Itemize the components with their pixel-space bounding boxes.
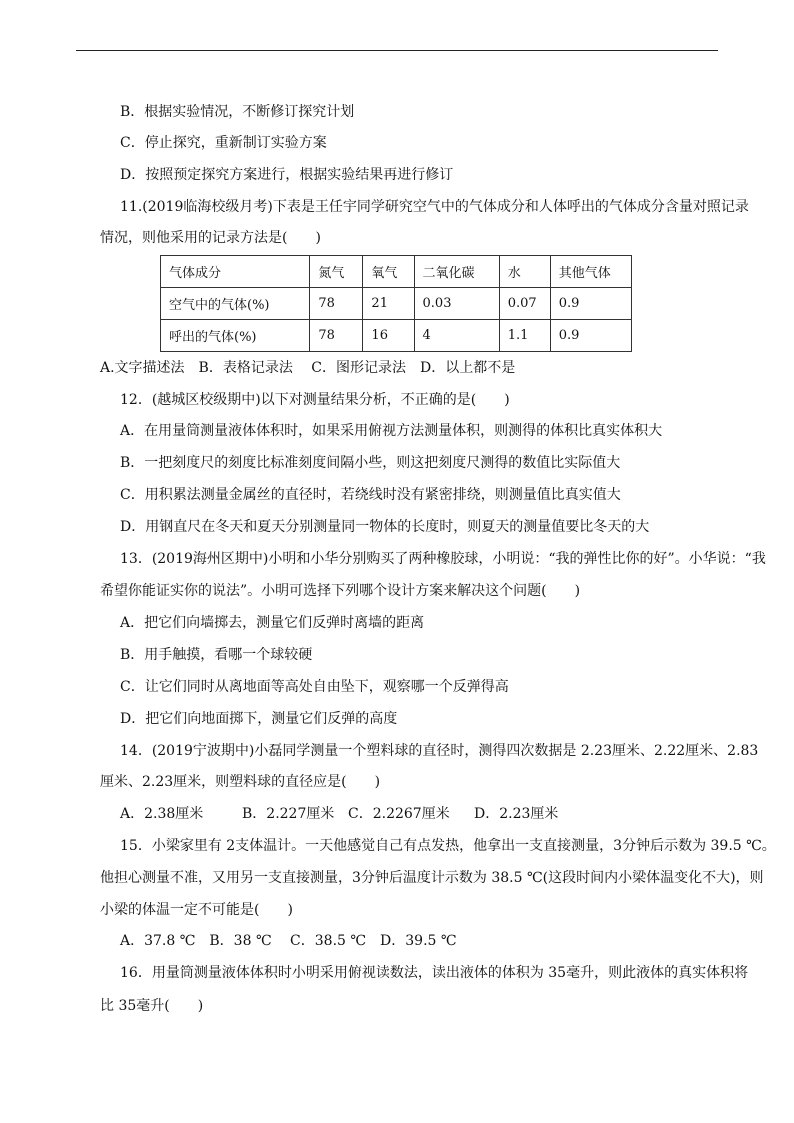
q10-option-c: C．停止探究，重新制订实验方案 [120,135,327,151]
table-cell: 78 [310,320,363,352]
table-cell: 1.1 [499,320,550,352]
q14-options [120,804,558,824]
table-header-cell: 氮气 [310,256,363,288]
table-cell: 0.9 [550,288,631,320]
table-header-cell: 氧气 [363,256,414,288]
q15-stem-line3: 小梁的体温一定不可能是( ) [100,902,293,918]
q15-stem-line2: 他担心测量不准，又用另一支直接测量，3分钟后温度计示数为 38.5 ℃(这段时间内小梁体温变化不大)，则 [100,870,764,886]
table-row [161,288,632,320]
q14-option-b: B．2.227厘米 [242,806,335,822]
q15-stem-line1: 15．小梁家里有 2支体温计。一天他感觉自己有点发热，他拿出一支直接测量，3分钟后示数为 39.5 ℃。 [120,838,776,854]
q13-option-b: B．用手触摸，看哪一个球较硬 [120,647,313,663]
q14-option-d: D．2.23厘米 [474,806,559,822]
table-cell: 0.9 [550,320,631,352]
q14-stem-line2: 厘米、2.23厘米，则塑料球的直径应是( ) [100,774,381,790]
table-cell: 16 [363,320,414,352]
table-header-cell: 水 [499,256,550,288]
q13-option-c: C．让它们同时从离地面等高处自由坠下，观察哪一个反弹得高 [120,679,509,695]
q16-stem-line2: 比 35毫升( ) [100,998,204,1014]
q14-option-a: A．2.38厘米 [120,806,204,822]
table-cell: 空气中的气体(%) [161,288,310,320]
q11-stem-line2: 情况，则他采用的记录方法是( ) [100,230,321,246]
gas-composition-table [160,255,632,352]
table-cell: 呼出的气体(%) [161,320,310,352]
q12-option-a: A．在用量筒测量液体体积时，如果采用俯视方法测量体积，则测得的体积比真实体积大 [120,423,663,439]
q10-option-d: D．按照预定探究方案进行，根据实验结果再进行修订 [120,167,454,183]
table-cell: 4 [414,320,499,352]
q11-stem-line1: 11.(2019临海校级月考)下表是王任宇同学研究空气中的气体成分和人体呼出的气体成分含量对照记录 [120,199,749,215]
table-cell: 21 [363,288,414,320]
q12-option-d: D．用钢直尺在冬天和夏天分别测量同一物体的长度时，则夏天的测量值要比冬天的大 [120,519,650,535]
q14-stem-line1: 14．(2019宁波期中)小磊同学测量一个塑料球的直径时，测得四次数据是 2.23厘米、2.22厘米、2.83 [120,743,759,759]
table-row [161,320,632,352]
table-header-cell: 其他气体 [550,256,631,288]
table-cell: 0.07 [499,288,550,320]
table-header-cell: 气体成分 [161,256,310,288]
q13-option-a: A．把它们向墙掷去，测量它们反弹时离墙的距离 [120,615,425,631]
q14-option-c: C．2.2267厘米 [348,806,450,822]
table-cell: 78 [310,288,363,320]
table-header-row [161,256,632,288]
table-cell: 0.03 [414,288,499,320]
q12-option-c: C．用积累法测量金属丝的直径时，若绕线时没有紧密排绕，则测量值比真实值大 [120,487,621,503]
q15-options: A．37.8 ℃ B．38 ℃ C．38.5 ℃ D．39.5 ℃ [120,933,457,949]
q16-stem-line1: 16．用量筒测量液体体积时小明采用俯视读数法，读出液体的体积为 35毫升，则此液体的真实体积将 [120,965,749,981]
q13-option-d: D．把它们向地面掷下，测量它们反弹的高度 [120,711,398,727]
header-rule [76,50,718,51]
q13-stem-line2: 希望你能证实你的说法”。小明可选择下列哪个设计方案来解决这个问题( ) [100,583,581,599]
table-header-cell: 二氧化碳 [414,256,499,288]
q11-options: A.文字描述法 B．表格记录法 C．图形记录法 D．以上都不是 [100,360,516,376]
q12-option-b: B．一把刻度尺的刻度比标准刻度间隔小些，则这把刻度尺测得的数值比实际值大 [120,455,621,471]
q12-stem: 12．(越城区校级期中)以下对测量结果分析，不正确的是( ) [120,392,510,408]
q10-option-b: B．根据实验情况，不断修订探究计划 [120,104,355,120]
q13-stem-line1: 13．(2019海州区期中)小明和小华分别购买了两种橡胶球，小明说：“我的弹性比你的好”。小华说：“我 [120,551,766,567]
